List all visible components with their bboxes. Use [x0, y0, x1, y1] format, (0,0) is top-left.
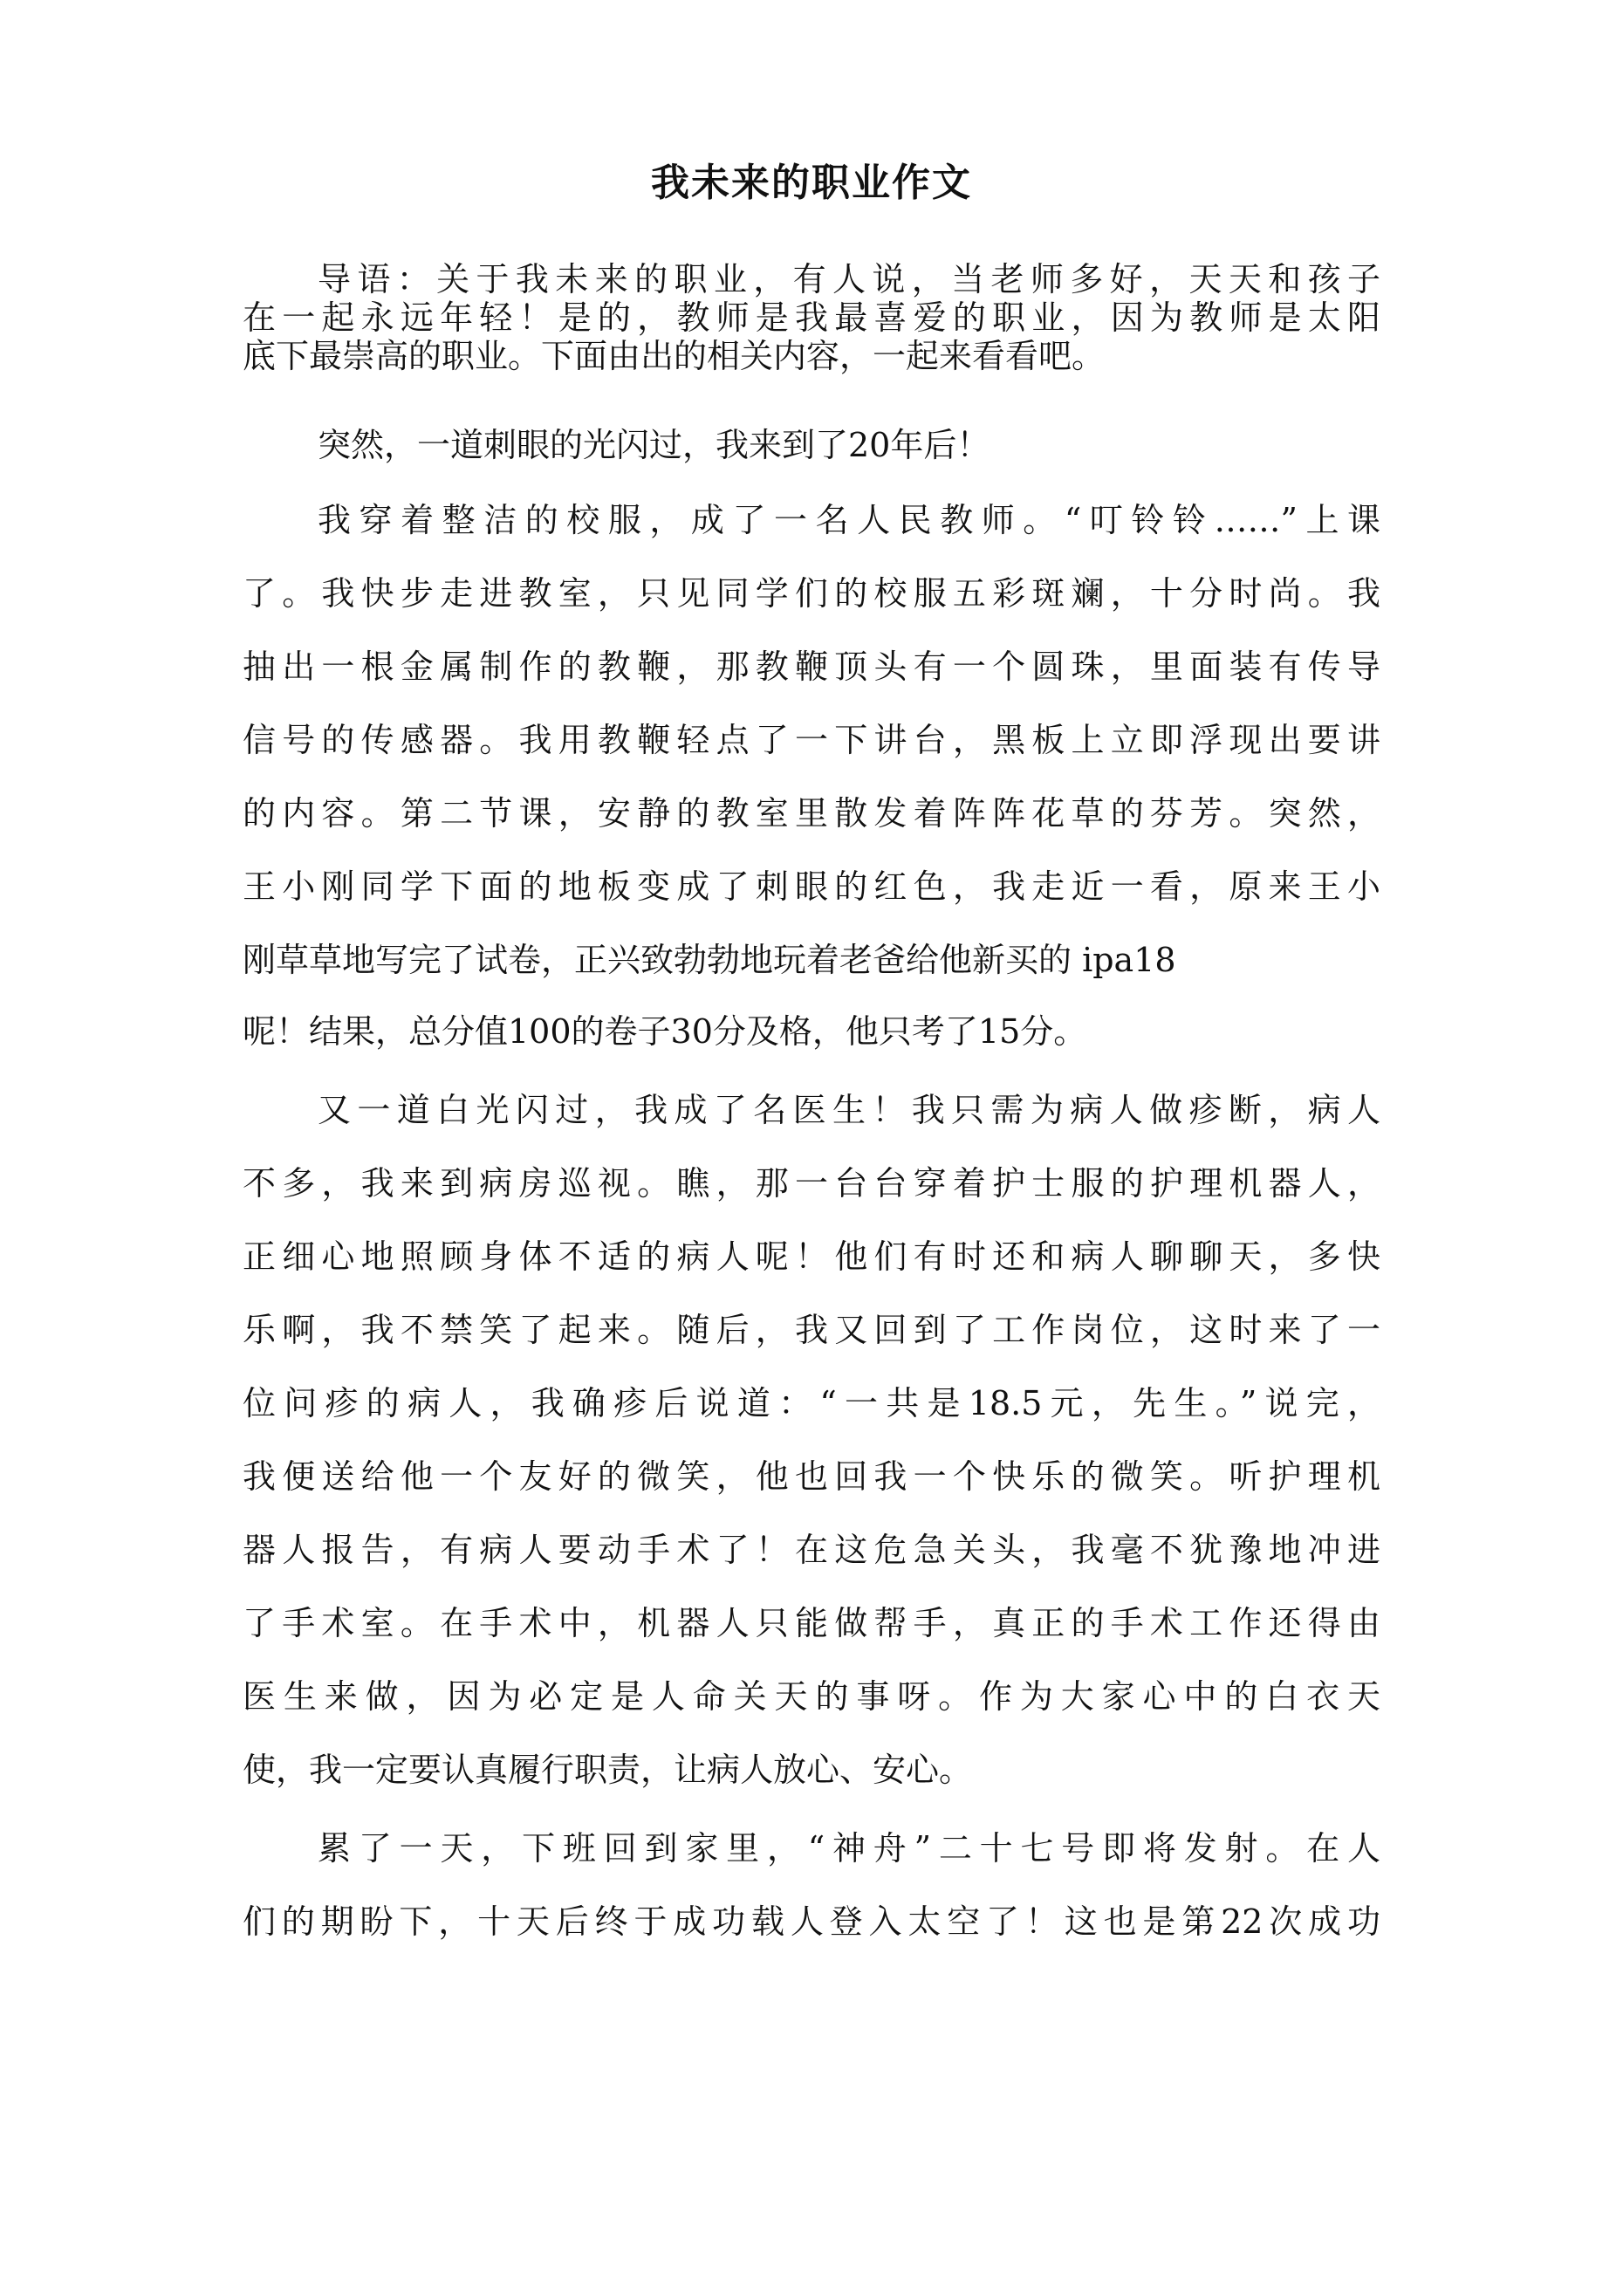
paragraph-4-line-10: 使，我一定要认真履行职责，让病人放心、安心。 — [243, 1751, 973, 1789]
paragraph-3-line-7: 刚草草地写完了试卷，正兴致勃勃地玩着老爸给他新买的 ipa18 — [243, 941, 1176, 979]
paragraph-3-line-4: 信号的传感器。我用教鞭轻点了一下讲台，黑板上立即浮现出要讲 — [243, 721, 1380, 759]
paragraph-3-line-5: 的内容。第二节课，安静的教室里散发着阵阵花草的芬芳。突然， — [243, 794, 1380, 833]
paragraph-5-line-1: 累了一天，下班回到家里，“神舟”二十七号即将发射。在人 — [318, 1829, 1380, 1868]
paragraph-3-line-6: 王小刚同学下面的地板变成了刺眼的红色，我走近一看，原来王小 — [243, 867, 1380, 906]
paragraph-4-line-8: 了手术室。在手术中，机器人只能做帮手，真正的手术工作还得由 — [243, 1604, 1380, 1642]
paragraph-4-line-4: 乐啊，我不禁笑了起来。随后，我又回到了工作岗位，这时来了一 — [243, 1311, 1380, 1349]
paragraph-4-line-6: 我便送给他一个友好的微笑，他也回我一个快乐的微笑。听护理机 — [243, 1457, 1380, 1496]
paragraph-4-line-1: 又一道白光闪过，我成了名医生！我只需为病人做疹断，病人 — [318, 1091, 1380, 1129]
paragraph-2-line-1: 突然，一道刺眼的光闪过，我来到了20年后！ — [318, 426, 990, 464]
paragraph-3-line-3: 抽出一根金属制作的教鞭，那教鞭顶头有一个圆珠，里面装有传导 — [243, 648, 1380, 686]
paragraph-4-line-5: 位问疹的病人，我确疹后说道：“一共是18.5元，先生。”说完， — [243, 1384, 1380, 1422]
paragraph-4-line-3: 正细心地照顾身体不适的病人呢！他们有时还和病人聊聊天，多快 — [243, 1237, 1380, 1276]
paragraph-1-line-1: 导语：关于我未来的职业，有人说，当老师多好，天天和孩子 — [318, 260, 1380, 298]
paragraph-3-line-1: 我穿着整洁的校服，成了一名人民教师。“叮铃铃……”上课 — [318, 501, 1380, 539]
document-title: 我未来的职业作文 — [651, 161, 972, 205]
paragraph-3-line-8: 呢！结果，总分值100的卷子30分及格，他只考了15分。 — [243, 1012, 1087, 1051]
paragraph-1-line-2: 在一起永远年轻！是的，教师是我最喜爱的职业，因为教师是太阳 — [243, 298, 1380, 337]
paragraph-1-line-3: 底下最崇高的职业。下面由出的相关内容，一起来看看吧。 — [243, 337, 1106, 375]
paragraph-5-line-2: 们的期盼下，十天后终于成功载人登入太空了！这也是第22次成功 — [243, 1902, 1380, 1941]
paragraph-3-line-2: 了。我快步走进教室，只见同学们的校服五彩斑斓，十分时尚。我 — [243, 574, 1380, 613]
paragraph-4-line-2: 不多，我来到病房巡视。瞧，那一台台穿着护士服的护理机器人， — [243, 1164, 1380, 1203]
paragraph-4-line-7: 器人报告，有病人要动手术了！在这危急关头，我毫不犹豫地冲进 — [243, 1531, 1380, 1569]
paragraph-4-line-9: 医生来做，因为必定是人命关天的事呀。作为大家心中的白衣天 — [243, 1677, 1380, 1716]
